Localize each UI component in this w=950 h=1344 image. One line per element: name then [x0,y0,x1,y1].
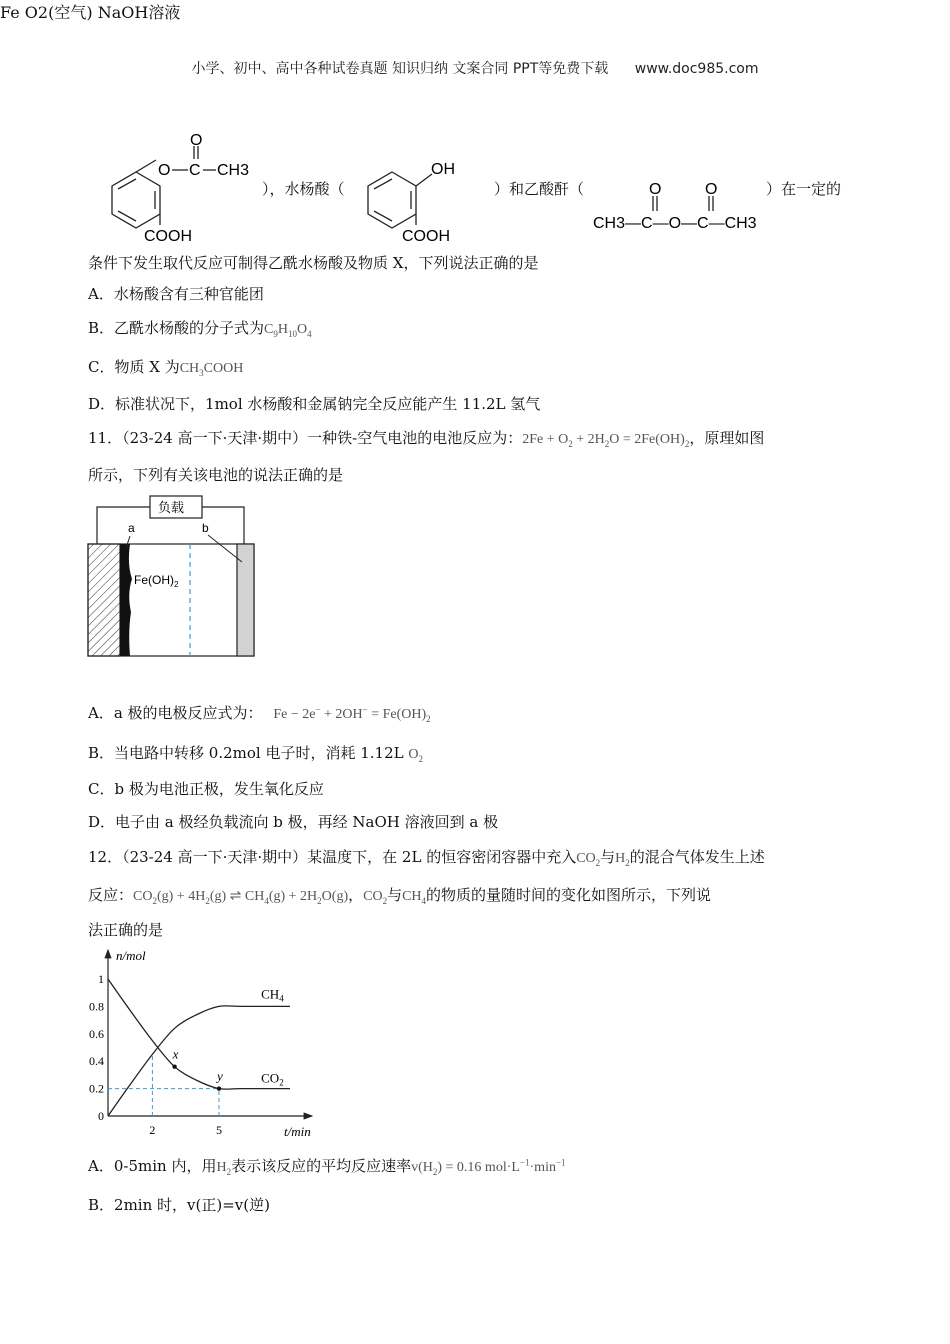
naoh-solution-label: NaOH溶液 [97,3,181,22]
q10-join2: ）和乙酸酐（ [494,180,585,198]
q10-option-d: D．标准状况下，1mol 水杨酸和金属钠完全反应能产生 11.2L 氢气 [88,395,541,413]
y-tick-label-0.6: 0.6 [89,1026,104,1041]
q12-stem-line3: 法正确的是 [88,921,164,939]
aspirin-cooh-label: COOH [144,228,192,242]
aspirin-carbonyl-o: O [190,132,203,149]
q12-option-a-h2: $H_2$ [216,1160,232,1177]
x-axis-label: t/min [284,1124,311,1139]
q12-stem-line1 [88,847,765,869]
q12-stem2-end: 的物质的量随时间的变化如图所示，下列说 [426,886,712,904]
q10-option-c [88,357,243,379]
point-label-x: x [172,1046,179,1062]
salicylic-cooh-label: COOH [402,228,450,242]
acetylsalicylic-acid-structure [84,130,269,242]
point-y [217,1086,221,1090]
q11-number: 11． [88,429,123,447]
q11-option-b [88,743,423,765]
salicylic-oh-label: OH [431,161,455,178]
q12-option-a-mid: 表示该反应的平均反应速率 [231,1157,412,1175]
q10-option-a: A．水杨酸含有三种官能团 [88,285,264,303]
series-label-ch4: $CH_4$ [261,986,284,1004]
electrode-b-label: b [202,521,209,535]
q10-option-b [88,318,312,340]
q10-join1: ），水杨酸（ [262,180,345,198]
q12-stem2-b: ， [348,886,364,904]
header-site-link[interactable]: www.doc985.com [634,61,759,77]
series-label-co2: $CO_2$ [261,1070,284,1088]
q12-number: 12． [88,848,123,866]
q12-stem-line2 [88,885,711,907]
q10-option-b-text: B．乙酰水杨酸的分子式为 [88,319,265,337]
y-tick-label-0.4: 0.4 [89,1054,104,1069]
y-tick-label-0.8: 0.8 [89,999,104,1014]
q11-option-a-formula: $Fe - 2e^- + 2OH^- = Fe(OH)_2$ [273,704,431,724]
q12-option-b: B．2min 时，v(正)=v(逆) [88,1196,270,1214]
y-axis-label: n/mol [116,948,146,963]
q10-structure-line [84,130,864,242]
q12-option-a-pre: A．0-5min 内，用 [88,1157,217,1175]
n-vs-t-chart [84,944,324,1144]
feoh2-label: $Fe(OH)_2$ [134,573,179,589]
q10-join3: ）在一定的 [766,180,842,198]
point-x [172,1064,176,1068]
q11-option-a [88,703,431,725]
q12-option-a [88,1156,566,1178]
q12-stem1-a: 某温度下，在 2L 的恒容密闭容器中充入 [307,848,577,866]
aspirin-ch3-label: CH3 [217,162,250,179]
q10-option-c-formula: $CH_3COOH$ [179,361,244,378]
aspirin-o-label: O [158,162,171,179]
q11-stem1-end: ，原理如图 [689,429,765,447]
electrode-a-label: a [128,521,135,535]
acetic-anhydride-structure [589,180,769,240]
q11-stem-line1 [88,428,764,450]
anhydride-carbonyl-o-right: O [705,181,718,198]
q11-equation: $2Fe + O_2 + 2H_2O = 2Fe(OH)_2$ [522,432,690,449]
q12-source: （23-24 高一下·天津·期中） [122,848,308,866]
y-tick-label-0: 0 [98,1109,104,1123]
load-label: 负载 [158,500,185,515]
x-tick-label-5: 5 [215,1123,222,1137]
q11-option-a-text: A．a 极的电极反应式为： [88,704,263,722]
salicylic-acid-structure [356,130,496,242]
q12-stem2-equation: $CO_2(g) + 4H_2(g)$ ⇌ $CH_4(g) + 2H_2O(g)$ [133,889,349,906]
y-tick-label-0.2: 0.2 [89,1081,104,1096]
q11-stem1: 一种铁-空气电池的电池反应为： [307,429,523,447]
anhydride-formula: CH3—C—O—C—CH3 [593,215,757,232]
q11-option-b-text: B．当电路中转移 0.2mol 电子时，消耗 1.12L [88,744,404,762]
q12-stem2-a: 反应： [88,886,134,904]
iron-air-battery-diagram [84,494,334,688]
anhydride-carbonyl-o-left: O [649,181,662,198]
page-header [0,58,950,78]
y-tick-label-1: 1 [98,972,104,986]
o2-air-label: O2(空气) [24,3,93,22]
q10-option-c-text: C．物质 X 为 [88,358,180,376]
fe-label: Fe [0,3,20,22]
point-label-y: y [216,1068,223,1084]
q12-stem2-ch4: $CH_4$ [402,889,427,906]
q11-source: （23-24 高一下·天津·期中） [122,429,308,447]
series-line-ch4 [108,1006,290,1116]
q10-stem-line2: 条件下发生取代反应可制得乙酰水杨酸及物质 X，下列说法正确的是 [88,254,539,272]
header-text: 小学、初中、高中各种试卷真题 知识归纳 文案合同 PPT等免费下载 [191,61,609,77]
q12-stem1-co2: $CO_2$ [576,851,601,868]
q12-stem1-end: 的混合气体发生上述 [629,848,765,866]
q12-option-a-formula: $v(H_2) = 0.16$ $mol\cdot L^{-1}\cdot\min^{-1}$ [411,1157,566,1177]
q12-stem2-co2: $CO_2$ [363,889,388,906]
aspirin-c-label: C [189,162,201,179]
q12-stem1-mid: 与 [600,848,616,866]
q12-stem2-c: 与 [387,886,403,904]
q11-option-d: D．电子由 a 极经负载流向 b 极，再经 NaOH 溶液回到 a 极 [88,813,499,831]
q10-option-b-formula: $C_9H_{10}O_4$ [264,322,312,339]
q11-option-b-formula: $O_2$ [408,747,424,764]
x-tick-label-2: 2 [149,1123,156,1137]
q11-stem-line2: 所示，下列有关该电池的说法正确的是 [88,466,344,484]
q12-stem1-h2: $H_2$ [615,851,630,868]
q11-option-c: C．b 极为电池正极，发生氧化反应 [88,780,324,798]
